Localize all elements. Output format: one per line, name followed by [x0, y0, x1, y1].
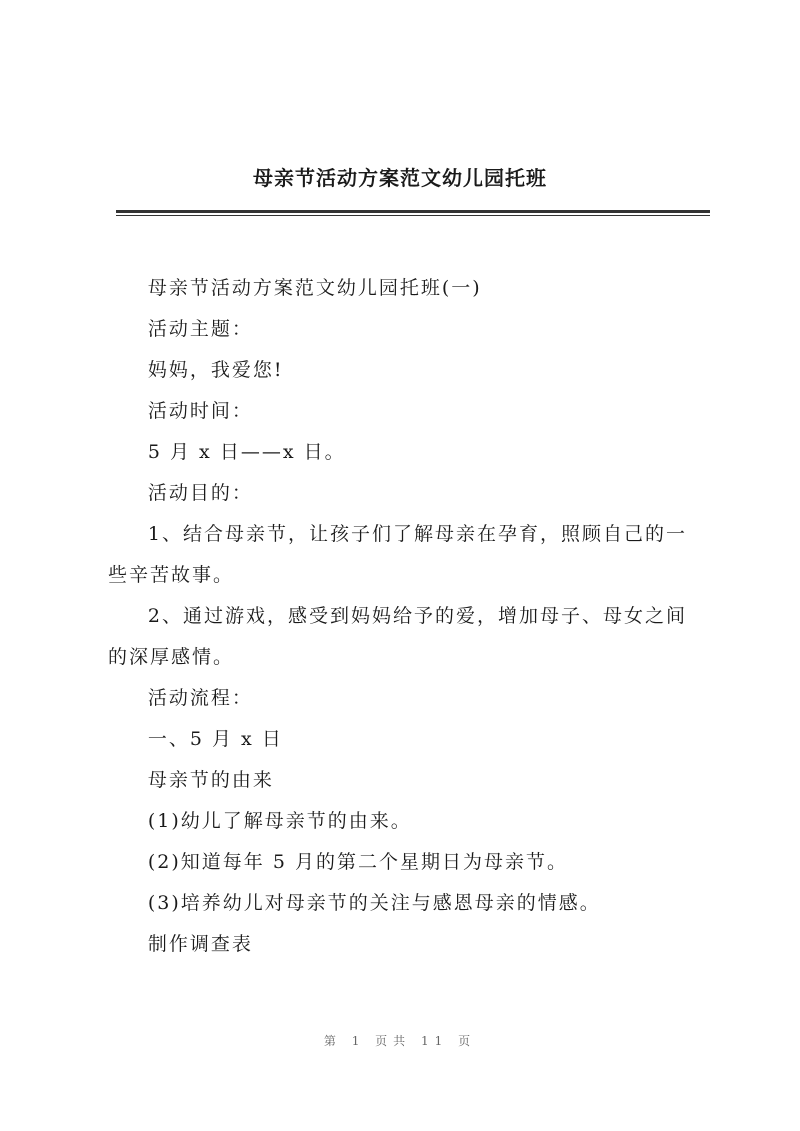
paragraph: 活动目的： [147, 482, 253, 504]
paragraph: 5 月 x 日——x 日。 [147, 441, 346, 463]
title-divider [116, 210, 710, 213]
paragraph: (2)知道每年 5 月的第二个星期日为母亲节。 [147, 851, 568, 873]
paragraph: 2、通过游戏，感受到妈妈给予的爱，增加母子、母女之间 [147, 605, 687, 627]
paragraph-continuation: 些辛苦故事。 [108, 564, 235, 586]
document-title: 母亲节活动方案范文幼儿园托班 [253, 166, 547, 190]
document-body [108, 268, 700, 965]
paragraph: 活动主题： [147, 318, 253, 340]
paragraph: 制作调查表 [147, 933, 253, 955]
paragraph-continuation: 的深厚感情。 [108, 646, 235, 668]
paragraph-heading: 母亲节活动方案范文幼儿园托班(一) [147, 277, 482, 299]
paragraph: (3)培养幼儿对母亲节的关注与感恩母亲的情感。 [147, 892, 601, 914]
paragraph: 活动时间： [147, 400, 253, 422]
paragraph: 妈妈，我爱您! [147, 359, 284, 381]
paragraph: 1、结合母亲节，让孩子们了解母亲在孕育，照顾自己的一 [147, 523, 687, 545]
paragraph: (1)幼儿了解母亲节的由来。 [147, 810, 412, 832]
paragraph: 一、5 月 x 日 [147, 728, 283, 750]
title-divider-thin [116, 215, 710, 216]
paragraph: 活动流程： [147, 687, 253, 709]
paragraph: 母亲节的由来 [147, 769, 274, 791]
page-footer: 第 1 页共 11 页 [323, 1034, 477, 1048]
